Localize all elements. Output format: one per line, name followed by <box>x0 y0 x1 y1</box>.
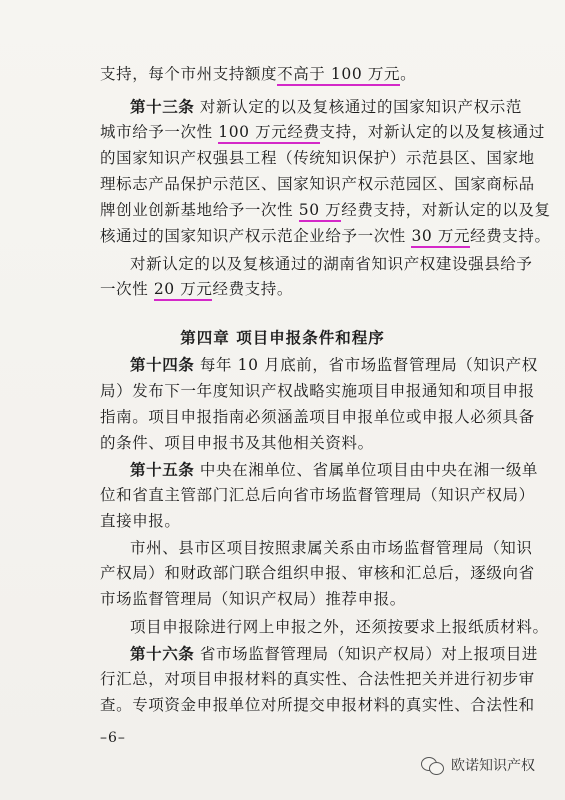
text-segment: 一次性 <box>100 280 154 298</box>
article-number: 第十三条 <box>130 97 195 116</box>
highlighted-amount: 20 万元 <box>154 280 213 301</box>
text-segment: 支持，对新认定的以及复核通过 <box>319 123 545 141</box>
text-segment: 局）发布下一年度知识产权战略实施项目申报通知和项目申报 <box>100 382 535 400</box>
text-line <box>100 669 535 689</box>
text-segment: 查。专项资金申报单位对所提交申报材料的真实性、合法性和 <box>100 696 535 714</box>
watermark-text: 欧诺知识产权 <box>451 758 535 774</box>
text-line <box>100 485 535 505</box>
text-segment: 经费支持。 <box>212 280 293 298</box>
text-line <box>100 563 535 583</box>
text-segment: 市州、县市区项目按照隶属关系由市场监督管理局（知识 <box>130 539 533 557</box>
text-line <box>100 433 374 453</box>
text-segment: 市场监督管理局（知识产权局）推荐申报。 <box>100 590 406 608</box>
text-segment: 中央在湘单位、省属单位项目由中央在湘一级单 <box>194 461 539 479</box>
text-segment: 产权局）和财政部门联合组织申报、审核和汇总后，逐级向省 <box>100 564 535 582</box>
text-segment: 位和省直主管部门汇总后向省市场监督管理局（知识产权局） <box>100 486 535 504</box>
highlighted-amount: 50 万 <box>299 201 342 222</box>
text-segment: 经费支持，对新认定的以及复 <box>341 201 551 219</box>
text-segment: 指南。项目申报指南必须涵盖项目申报单位或申报人必须具备 <box>100 408 535 426</box>
article-number: 第十四条 <box>130 355 195 374</box>
highlighted-amount: 100 万元经费 <box>218 123 319 144</box>
text-line <box>100 174 535 194</box>
text-segment: 项目申报除进行网上申报之外，还须按要求上报纸质材料。 <box>130 618 549 636</box>
text-segment: 直接申报。 <box>100 512 181 530</box>
chapter-title: 第四章 项目申报条件和程序 <box>180 328 385 347</box>
text-segment: 每年 10 月底前，省市场监督管理局（知识产权 <box>194 356 538 374</box>
text-line <box>130 538 533 558</box>
text-segment: 的国家知识产权强县工程（传统知识保护）示范县区、国家地 <box>100 149 535 167</box>
text-line <box>100 122 545 142</box>
text-line <box>100 226 551 246</box>
text-segment: 城市给予一次性 <box>100 123 219 141</box>
wechat-icon <box>421 755 445 775</box>
text-line <box>100 695 535 715</box>
text-line <box>130 460 538 480</box>
wechat-watermark <box>421 755 535 775</box>
text-line <box>100 589 406 609</box>
text-line <box>100 200 551 220</box>
text-line <box>100 64 416 84</box>
text-segment: 对新认定的以及复核通过的湖南省知识产权建设强县给予 <box>130 255 533 273</box>
text-segment: 理标志产品保护示范区、国家知识产权示范园区、国家商标品 <box>100 175 535 193</box>
text-line <box>130 97 522 117</box>
text-line <box>100 511 181 531</box>
text-segment: 行汇总，对项目申报材料的真实性、合法性把关并进行初步审 <box>100 670 535 688</box>
text-segment: 经费支持。 <box>470 227 551 245</box>
text-line <box>130 617 549 637</box>
article-number: 第十六条 <box>130 644 195 663</box>
text-line <box>100 148 535 168</box>
article-number: 第十五条 <box>130 460 195 479</box>
text-segment: 的条件、项目申报书及其他相关资料。 <box>100 434 374 452</box>
text-segment: 。 <box>400 65 417 83</box>
text-segment: 省市场监督管理局（知识产权局）对上报项目进 <box>194 645 539 663</box>
text-line <box>130 355 538 375</box>
text-line <box>130 254 533 274</box>
text-line <box>100 407 535 427</box>
text-segment: 核通过的国家知识产权示范企业给予一次性 <box>100 227 412 245</box>
highlighted-amount: 30 万元 <box>411 227 470 248</box>
highlighted-amount: 不高于 100 万元 <box>277 65 400 86</box>
text-segment: 支持，每个市州支持额度 <box>100 65 278 83</box>
text-segment: 对新认定的以及复核通过的国家知识产权示范 <box>194 98 522 116</box>
page-number: –6– <box>100 730 126 746</box>
text-line <box>100 381 535 401</box>
text-line <box>100 279 293 299</box>
text-segment: 牌创业创新基地给予一次性 <box>100 201 299 219</box>
text-line <box>130 644 538 664</box>
